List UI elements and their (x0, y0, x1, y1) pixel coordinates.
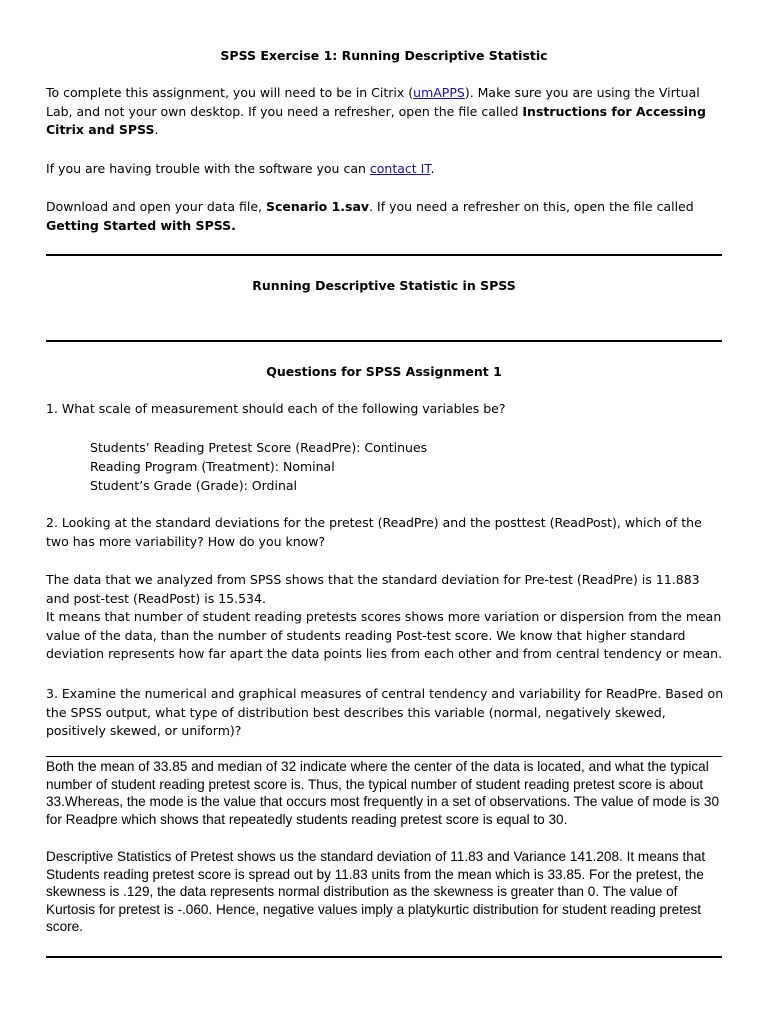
question-2-answer-1: The data that we analyzed from SPSS shows that the standard deviation for Pre-test (ReadPre) is 11.883 and post-test (ReadPost) is 15.534. (46, 572, 700, 606)
intro-text-1: To complete this assignment, you will need to be in Citrix ( (46, 85, 414, 100)
question-1: 1. What scale of measurement should each of the following variables be? (46, 401, 506, 416)
question-2: 2. Looking at the standard deviations for the pretest (ReadPre) and the posttest (ReadPost), which of the two has more variability? How do you know? (46, 515, 702, 549)
instructions-file-name: Instructions for Accessing Citrix and SPSS (46, 103, 706, 138)
download-text-1: Download and open your data file, (46, 199, 266, 214)
section-divider (46, 340, 722, 342)
question-3-answer-2: Descriptive Statistics of Pretest shows us the standard deviation of 11.83 and Variance 141.208. It means that Students reading pretest score is spread out by 11.83 units from the mean which is 33.85. For the pretest, the skewness is .129, the data represents normal distribution as the skewness is greater than 0. The value of Kurtosis for pretest is -.060. Hence, negative values imply a platykurtic distribution for student reading pretest score. (46, 849, 706, 935)
download-text-2: . If you need a refresher on this, open the file called (369, 199, 694, 214)
intro-paragraph-help (46, 160, 726, 179)
question-3-answer-1: Both the mean of 33.85 and median of 32 indicate where the center of the data is located, and what the typical number of student reading pretest score is. Thus, the typical number of student reading pretest score is about 33.Whereas, the mode is the value that occurs most frequently in a set of observations. The value of mode is 30 for Readpre which shows that repeatedly students reading pretest score is equal to 30. (46, 759, 720, 827)
answer-readpre-scale: Students’ Reading Pretest Score (ReadPre): Continues (90, 440, 428, 455)
getting-started-file-name: Getting Started with SPSS. (46, 217, 236, 233)
section-heading-running: Running Descriptive Statistic in SPSS (252, 278, 516, 293)
question-3: 3. Examine the numerical and graphical measures of central tendency and variability for ReadPre. Based on the SPSS output, what type of distribution best describes this variable (normal, negatively skewed, positively skewed, or uniform)? (46, 686, 724, 739)
document-title: SPSS Exercise 1: Running Descriptive Statistic (220, 48, 548, 63)
question-1-answers (90, 438, 427, 495)
answer-grade-scale: Student’s Grade (Grade): Ordinal (90, 478, 298, 493)
answer-box-top-border (46, 756, 722, 757)
intro-paragraph-download (46, 198, 726, 235)
help-text-end: . (430, 161, 435, 176)
answer-box-bottom-border (46, 956, 722, 958)
intro-text-3: . (154, 122, 159, 138)
intro-text-2: ). Make sure you are using the Virtual Lab, and not your own desktop. If you need a refresher, open the file called (46, 85, 700, 119)
intro-paragraph-citrix (46, 84, 726, 140)
question-2-answer-2: It means that number of student reading pretests scores shows more variation or dispersion from the mean value of the data, than the number of students reading Post-test score. We know that higher standard deviation represents how far apart the data points lies from each other and from central tendency or mean. (46, 609, 723, 662)
help-text: If you are having trouble with the software you can (46, 161, 370, 176)
section-divider (46, 254, 722, 256)
data-file-name: Scenario 1.sav (265, 199, 370, 214)
contact-it-link[interactable]: contact IT (369, 161, 431, 176)
answer-treatment-scale: Reading Program (Treatment): Nominal (90, 459, 335, 474)
section-heading-questions: Questions for SPSS Assignment 1 (266, 364, 502, 379)
umapps-link[interactable]: umAPPS (413, 85, 465, 100)
